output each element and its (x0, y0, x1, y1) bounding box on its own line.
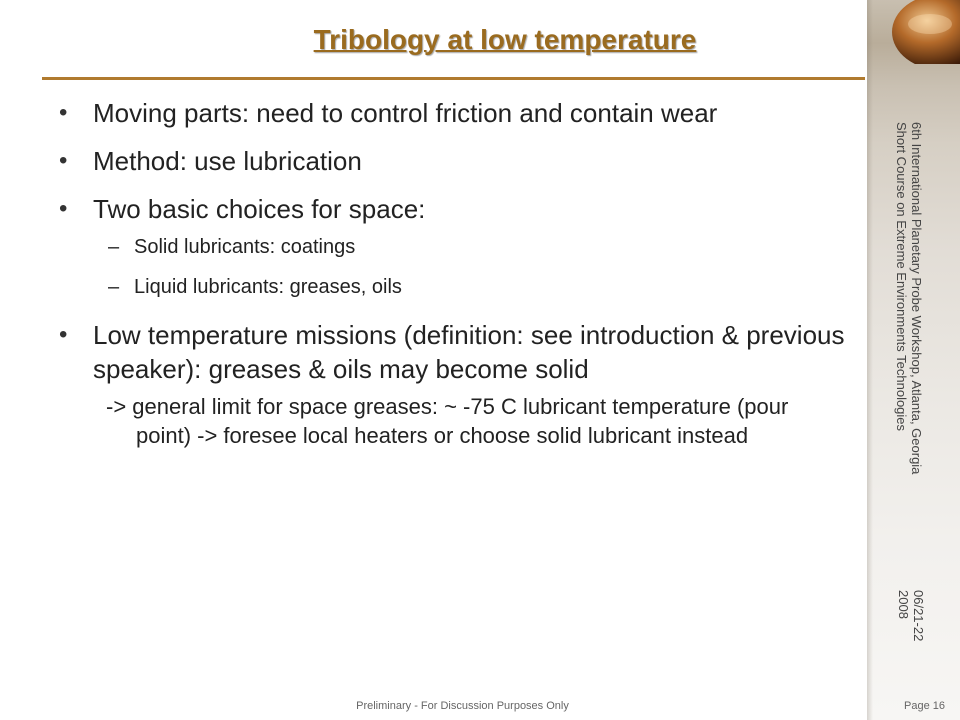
footer-disclaimer: Preliminary - For Discussion Purposes Only (356, 700, 569, 712)
bullet-item: • Low temperature missions (definition: see introduction & previous speaker): greases & oils may become solid (56, 318, 846, 386)
title-divider (42, 77, 865, 80)
slide-content (56, 96, 846, 450)
planet-image (880, 0, 960, 64)
page-number: Page 16 (904, 700, 945, 712)
sub-bullet-mark: – (108, 276, 120, 298)
sub-bullet-item (56, 234, 846, 260)
sub-bullet-item (56, 274, 846, 300)
bullet-item: • Method: use lubrication (56, 144, 846, 178)
sub-bullet-text: Liquid lubricants: greases, oils (134, 276, 402, 298)
date-caption-line: 2008 (896, 590, 911, 619)
date-caption (896, 590, 926, 641)
date-caption-line: 06/21-22 (911, 590, 926, 642)
slide-title: Tribology at low temperature (313, 24, 697, 55)
workshop-caption (894, 122, 924, 562)
workshop-caption-line: Short Course on Extreme Environments Technologies (894, 122, 909, 432)
note-text: -> general limit for space greases: ~ -75 C lubricant temperature (pour point) -> foresee local heaters or choose solid lubricant instead (106, 394, 789, 448)
sub-bullet-mark: – (108, 236, 120, 258)
workshop-caption-line: 6th International Planetary Probe Workshop, Atlanta, Georgia (909, 122, 924, 475)
bullet-item: • Two basic choices for space: (56, 192, 846, 226)
sub-bullet-text: Solid lubricants: coatings (134, 236, 356, 258)
bullet-item: • Moving parts: need to control friction and contain wear (56, 96, 846, 130)
